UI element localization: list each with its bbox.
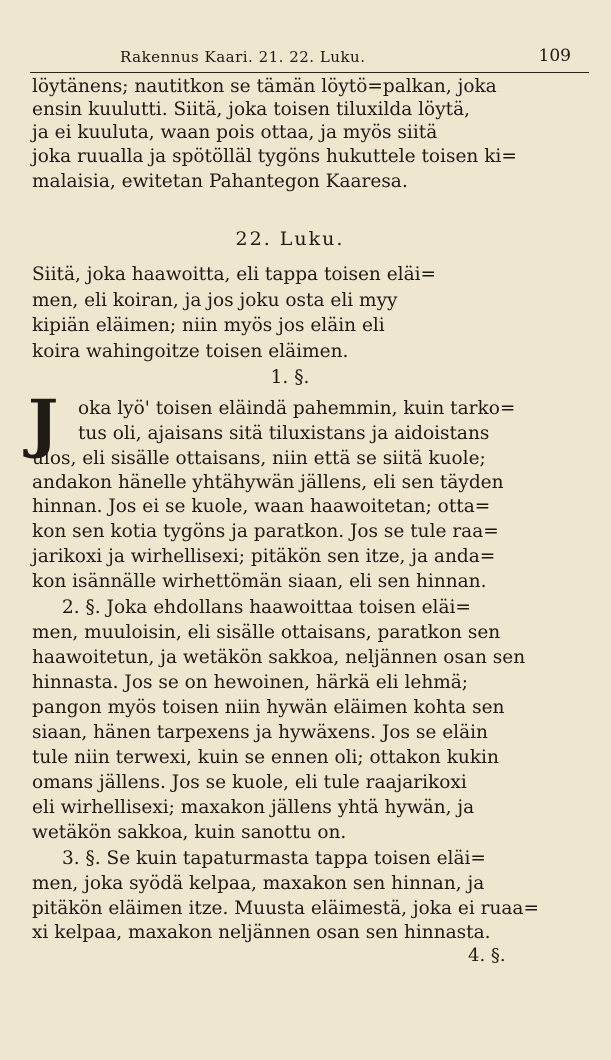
running-title: Rakennus Kaari. 21. 22. Luku. xyxy=(120,48,366,66)
section-label: 1. §. xyxy=(270,367,310,388)
text-line: ulos, eli sisälle ottaisans, niin että se siitä kuole; xyxy=(32,448,486,469)
drop-cap: J xyxy=(28,386,59,461)
text-line: ensin kuulutti. Siitä, joka toisen tiluxilda löytä, xyxy=(32,99,470,120)
summary-line: koira wahingoitze toisen eläimen. xyxy=(32,341,349,362)
text-line: siaan, hänen tarpexens ja hywäxens. Jos se eläin xyxy=(32,722,488,743)
page-number: 109 xyxy=(538,46,571,66)
text-line: haawoitetun, ja wetäkön sakkoa, neljännen osan sen xyxy=(32,647,526,668)
text-line: tule niin terwexi, kuin se ennen oli; ottakon kukin xyxy=(32,747,499,768)
chapter-heading: 22. Luku. xyxy=(235,228,345,250)
text-line: löytänens; nautitkon se tämän löytö=palkan, joka xyxy=(32,76,497,97)
text-line: kon sen kotia tygöns ja paratkon. Jos se tule raa= xyxy=(32,521,499,542)
catchword: 4. §. xyxy=(468,945,506,966)
text-line: 2. §. Joka ehdollans haawoittaa toisen eläi= xyxy=(62,597,471,618)
text-line: jarikoxi ja wirhellisexi; pitäkön sen itze, ja anda= xyxy=(32,546,496,567)
text-line: eli wirhellisexi; maxakon jällens yhtä hywän, ja xyxy=(32,797,475,818)
text-line: pangon myös toisen niin hywän eläimen kohta sen xyxy=(32,697,505,718)
text-line: hinnan. Jos ei se kuole, waan haawoitetan; otta= xyxy=(32,496,491,517)
text-line: malaisia, ewitetan Pahantegon Kaaresa. xyxy=(32,171,408,192)
text-line: tus oli, ajaisans sitä tiluxistans ja aidoistans xyxy=(78,423,490,444)
text-line: 3. §. Se kuin tapaturmasta tappa toisen eläi= xyxy=(62,848,486,869)
text-line: hinnasta. Jos se on hewoinen, härkä eli lehmä; xyxy=(32,672,469,693)
text-line: xi kelpaa, maxakon neljännen osan sen hinnasta. xyxy=(32,922,491,943)
text-line: andakon hänelle yhtähywän jällens, eli sen täyden xyxy=(32,472,504,493)
text-line: ja ei kuuluta, waan pois ottaa, ja myös siitä xyxy=(32,122,438,143)
text-line: oka lyö' toisen eläindä pahemmin, kuin tarko= xyxy=(78,398,516,419)
text-line: men, muuloisin, eli sisälle ottaisans, paratkon sen xyxy=(32,622,501,643)
text-line: joka ruualla ja spötölläl tygöns hukuttele toisen ki= xyxy=(32,146,517,167)
summary-line: men, eli koiran, ja jos joku osta eli myy xyxy=(32,290,398,311)
text-line: wetäkön sakkoa, kuin sanottu on. xyxy=(32,822,347,843)
summary-line: kipiän eläimen; niin myös jos eläin eli xyxy=(32,315,385,336)
text-line: pitäkön eläimen itze. Muusta eläimestä, joka ei ruaa= xyxy=(32,898,539,919)
text-line: men, joka syödä kelpaa, maxakon sen hinnan, ja xyxy=(32,873,485,894)
page-header xyxy=(30,44,589,73)
text-line: omans jällens. Jos se kuole, eli tule raajarikoxi xyxy=(32,772,467,793)
summary-line: Siitä, joka haawoitta, eli tappa toisen eläi= xyxy=(32,264,437,285)
text-line: kon isännälle wirhettömän siaan, eli sen hinnan. xyxy=(32,571,487,592)
